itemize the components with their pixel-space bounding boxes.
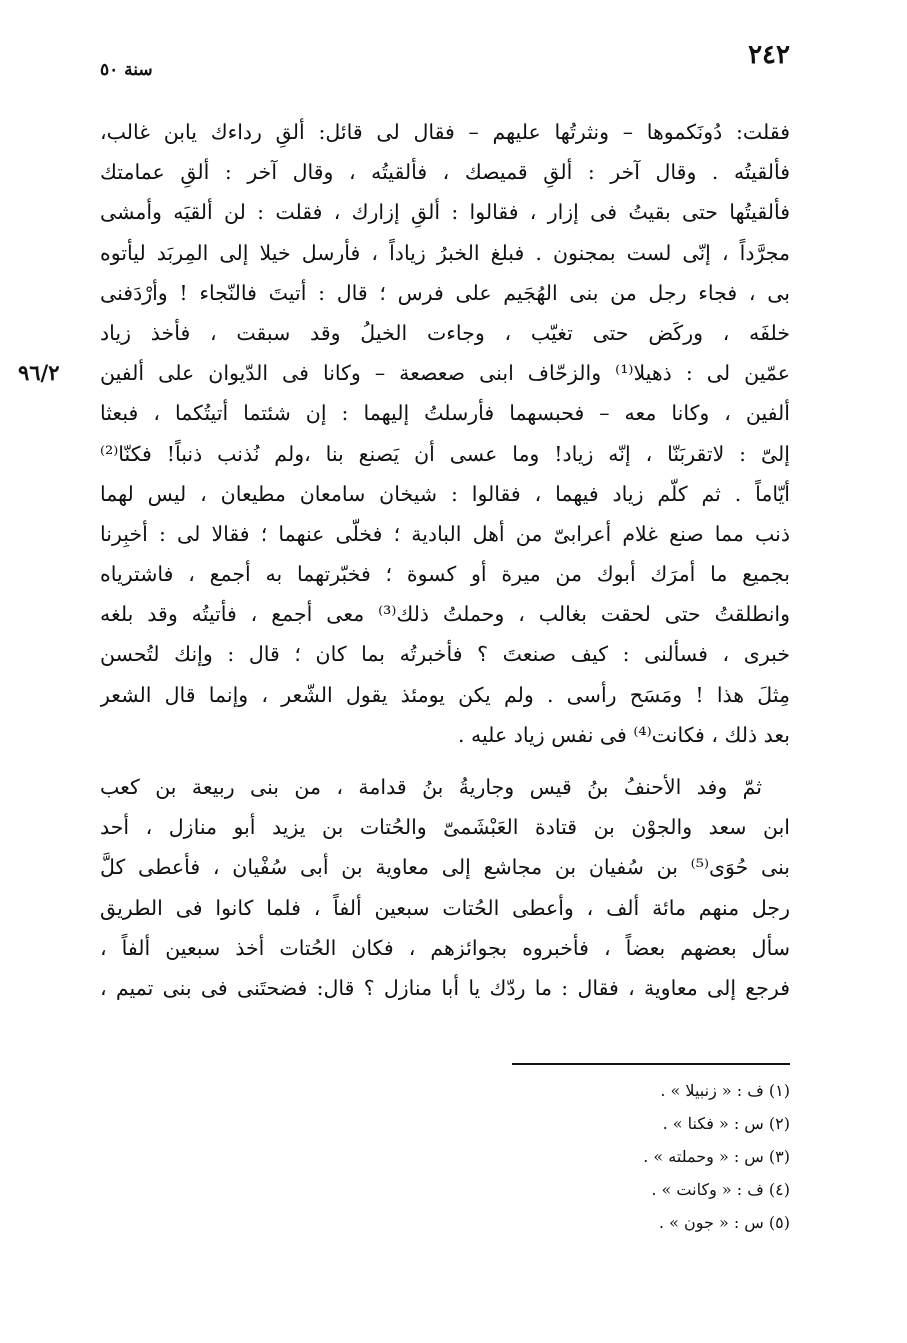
footnote: (٥) س : « جون » .	[658, 1213, 790, 1232]
text-line: بجميع ما أمرَك أبوك من ميرة أو كسوة ؛ فخبّرتهما به أجمع ، فاشترياه	[100, 562, 790, 587]
text-line: وانطلقتُ حتى لحقت بغالب ، وحملتُ ذلك⁽³⁾ معى أجمع ، فأتيتُه وقد بلغه	[100, 602, 790, 627]
text-line: رجل منهم مائة ألف ، وأعطى الحُتات سبعين ألفاً ، فلما كانوا فى الطريق	[100, 895, 790, 920]
text-line: ألفين ، وكانا معه – فحبسهما فأرسلتُ إليهما : إن شئتما أتيتُكما ، فبعثا	[100, 401, 790, 426]
text-line: مِثلَ هذا ! ومَسَح رأسى . ولم يكن يومئذ يقول الشّعر ، وإنما قال الشعر	[100, 682, 790, 707]
text-line: عمّين لى : ذهيلا⁽¹⁾ والزحّاف ابنى صعصعة – وكانا فى الدّيوان على ألفين	[100, 361, 790, 386]
text-line: فرجع إلى معاوية ، فقال : ما ردّك يا أبا منازل ؟ قال: فضحتَنى فى بنى تميم ،	[100, 975, 790, 1000]
footnote: (١) ف : « زنبيلا » .	[660, 1081, 790, 1100]
text-line: ذنب مما صنع غلام أعرابىّ من أهل البادية ؛ فخلّى عنهما ؛ فقالا لى : أخبِرنا	[100, 521, 790, 546]
footnote-divider	[512, 1063, 790, 1065]
text-line: فألقيتُها حتى بقيتُ فى إزار ، فقالوا : ألقِ إزارك ، فقلت : لن ألقيَه وأمشى	[100, 200, 790, 225]
text-line: أيّاماً . ثم كلّم زياد فيهما ، فقالوا : شيخان سامعان مطيعان ، ليس لهما	[100, 481, 790, 506]
page-header	[100, 40, 790, 80]
paragraph-1	[100, 112, 790, 755]
text-line: بنى حُوَى⁽⁵⁾ بن سُفيان بن مجاشع إلى معاوية بن أبى سُفْيان ، فأعطى كلَّ	[100, 855, 790, 880]
page-number: ٢٤٢	[748, 40, 790, 70]
text-line: خبرى ، فسألنى : كيف صنعتَ ؟ فأخبرتُه بما كان ؛ قال : وإنك لتُحسن	[100, 642, 790, 667]
footnote: (٣) س : « وحملته » .	[643, 1147, 790, 1166]
running-head: سنة ٥٠	[100, 60, 153, 80]
text-line: خلفَه ، وركَض حتى تغيّب ، وجاءت الخيلُ وقد سبقت ، فأخذ زياد	[100, 320, 790, 345]
text-line: فألقيتُه . وقال آخر : ألقِ قميصك ، فألقيتُه ، وقال آخر : ألقِ عمامتك	[100, 160, 790, 185]
text-line: ثمّ وفد الأحنفُ بنُ قيس وجاريةُ بنُ قدامة ، من بنى ربيعة بن كعب	[100, 775, 762, 799]
text-line: ابن سعد والجوْن بن قتادة العَبْشَمىّ والحُتات بن يزيد أبو منازل ، أحد	[100, 815, 790, 840]
text-line: بعد ذلك ، فكانت⁽⁴⁾ فى نفس زياد عليه .	[457, 722, 790, 747]
paragraph-2	[100, 767, 790, 1008]
margin-reference: ٩٦/٢	[18, 360, 60, 385]
footnotes	[500, 1074, 790, 1239]
text-line: فقلت: دُونَكموها – ونثرتُها عليهم – فقال لى قائل: ألقِ رداءك يابن غالب،	[100, 120, 790, 144]
footnote: (٤) ف : « وكانت » .	[651, 1180, 790, 1199]
main-text	[100, 112, 790, 1008]
text-line: بى ، فجاء رجل من بنى الهُجَيم على فرس ؛ قال : أتيتَ فالنّجاء ! وأرْدَفنى	[100, 280, 790, 305]
text-line: سأل بعضهم بعضاً ، فأخبروه بجوائزهم ، فكان الحُتات أخذ سبعين ألفاً ،	[100, 935, 790, 960]
text-line: إلىّ : لاتقربَنّا ، إنّه زياد! وما عسى أن يَصنع بنا ،ولم نُذنب ذنباً! فكنّا⁽²⁾	[100, 441, 790, 466]
text-line: مجرَّداً ، إنّى لست بمجنون . فبلغ الخبرُ زياداً ، فأرسل خيلا إلى المِربَد ليأتوه	[100, 240, 790, 265]
paragraph-gap	[100, 755, 790, 767]
footnote: (٢) س : « فكنا » .	[662, 1114, 790, 1133]
